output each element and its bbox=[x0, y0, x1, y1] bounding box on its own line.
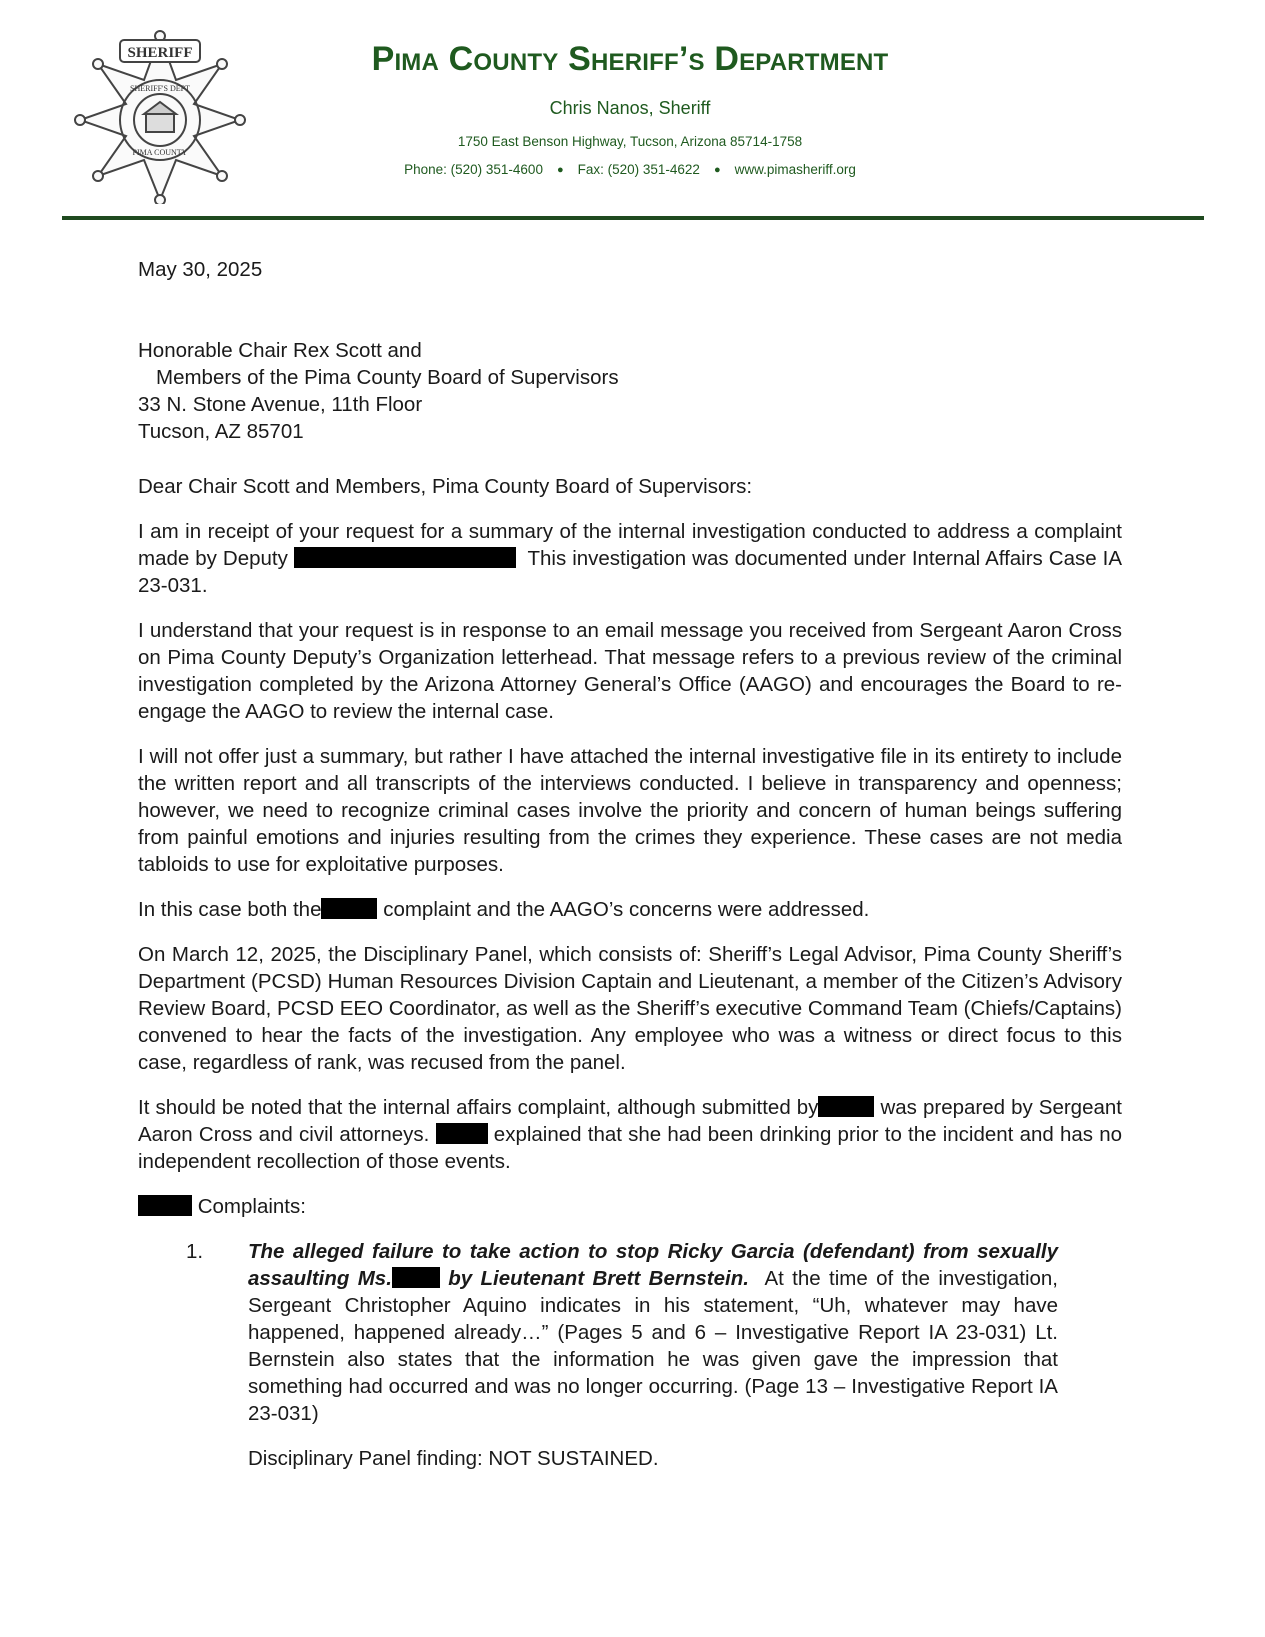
letter-body bbox=[138, 256, 1122, 1472]
recipient-line: Tucson, AZ 85701 bbox=[138, 420, 304, 443]
recipient-line: Members of the Pima County Board of Supervisors bbox=[156, 366, 619, 389]
badge-top-text: SHERIFF bbox=[127, 45, 193, 61]
bullet-separator: ● bbox=[713, 164, 721, 176]
sheriff-badge-logo bbox=[72, 28, 248, 204]
bullet-separator: ● bbox=[556, 164, 564, 176]
salutation: Dear Chair Scott and Members, Pima County Board of Supervisors: bbox=[138, 475, 753, 498]
department-address: 1750 East Benson Highway, Tucson, Arizona 85714-1758 bbox=[457, 134, 803, 149]
paragraph-6: It should be noted that the internal affairs complaint, although submitted by was prepared by Sergeant Aaron Cross and civil attorneys. explained that she had been drinking prior to the incident and has no independent recollection of those events. bbox=[138, 1096, 1123, 1173]
redaction-bar bbox=[321, 898, 377, 919]
redaction-bar bbox=[138, 1195, 192, 1216]
fax: Fax: (520) 351-4622 bbox=[577, 162, 700, 177]
phone: Phone: (520) 351-4600 bbox=[404, 162, 543, 177]
contact-line bbox=[320, 162, 940, 177]
complaint-text: The alleged failure to take action to stop Ricky Garcia (defendant) from sexually assaulting Ms. by Lieutenant Brett Bernstein. At the time of the investigation, Sergeant Christopher Aquino indicates in his statement, “Uh, whatever may have happened, happened already…” (Pages 5 and 6 – Investigative Report IA 23-031) Lt. Bernstein also states that the information he was given gave the impression that something had occurred and was no longer occurring. (Page 13 – Investigative Report IA 23-031) bbox=[248, 1240, 1058, 1425]
paragraph-4: In this case both the complaint and the AAGO’s concerns were addressed. bbox=[138, 898, 870, 921]
letter-date: May 30, 2025 bbox=[138, 258, 263, 281]
redaction-bar bbox=[392, 1267, 440, 1288]
recipient-line: 33 N. Stone Avenue, 11th Floor bbox=[138, 393, 423, 416]
list-item bbox=[138, 1238, 1122, 1427]
sheriff-name: Chris Nanos, Sheriff bbox=[549, 98, 711, 118]
paragraph-2: I understand that your request is in response to an email message you received from Sergeant Aaron Cross on Pima County Deputy’s Organization letterhead. That message refers to a previous review of the criminal investigation completed by the Arizona Attorney General’s Office (AAGO) and encourages the Board to re-engage the AAGO to review the internal case. bbox=[138, 619, 1122, 723]
redaction-bar bbox=[294, 547, 516, 568]
badge-ring-text: SHERIFF'S DEPT bbox=[130, 84, 190, 93]
paragraph-3: I will not offer just a summary, but rather I have attached the internal investigative file in its entirety to include the written report and all transcripts of the interviews conducted. I believe in transparency and openness; however, we need to recognize criminal cases involve the priority and concern of human beings suffering from painful emotions and injuries resulting from the crimes they experience. These cases are not media tabloids to use for exploitative purposes. bbox=[138, 745, 1122, 876]
paragraph-1: I am in receipt of your request for a summary of the internal investigation conducted to address a complaint made by Deputy This investigation was documented under Internal Affairs Case IA 23-031. bbox=[138, 520, 1122, 597]
complaints-heading: Complaints: bbox=[138, 1193, 1122, 1220]
recipient-line: Honorable Chair Rex Scott and bbox=[138, 339, 422, 362]
recipient-address bbox=[138, 337, 1122, 445]
redaction-bar bbox=[818, 1096, 874, 1117]
badge-bottom-text: PIMA COUNTY bbox=[132, 148, 188, 157]
redaction-bar bbox=[436, 1123, 488, 1144]
list-number: 1. bbox=[186, 1240, 204, 1263]
paragraph-5: On March 12, 2025, the Disciplinary Panel, which consists of: Sheriff’s Legal Advisor, Pima County Sheriff’s Department (PCSD) Human Resources Division Captain and Lieutenant, a member of the Citizen’s Advisory Review Board, PCSD EEO Coordinator, as well as the Sheriff’s executive Command Team (Chiefs/Captains) convened to hear the facts of the investigation. Any employee who was a witness or direct focus to this case, regardless of rank, was recused from the panel. bbox=[138, 943, 1122, 1074]
department-title: Pima County Sheriff’s Department bbox=[371, 40, 889, 78]
website-link[interactable]: www.pimasheriff.org bbox=[734, 162, 856, 177]
letterhead-divider bbox=[62, 216, 1204, 220]
panel-finding: Disciplinary Panel finding: NOT SUSTAINED. bbox=[248, 1447, 659, 1470]
